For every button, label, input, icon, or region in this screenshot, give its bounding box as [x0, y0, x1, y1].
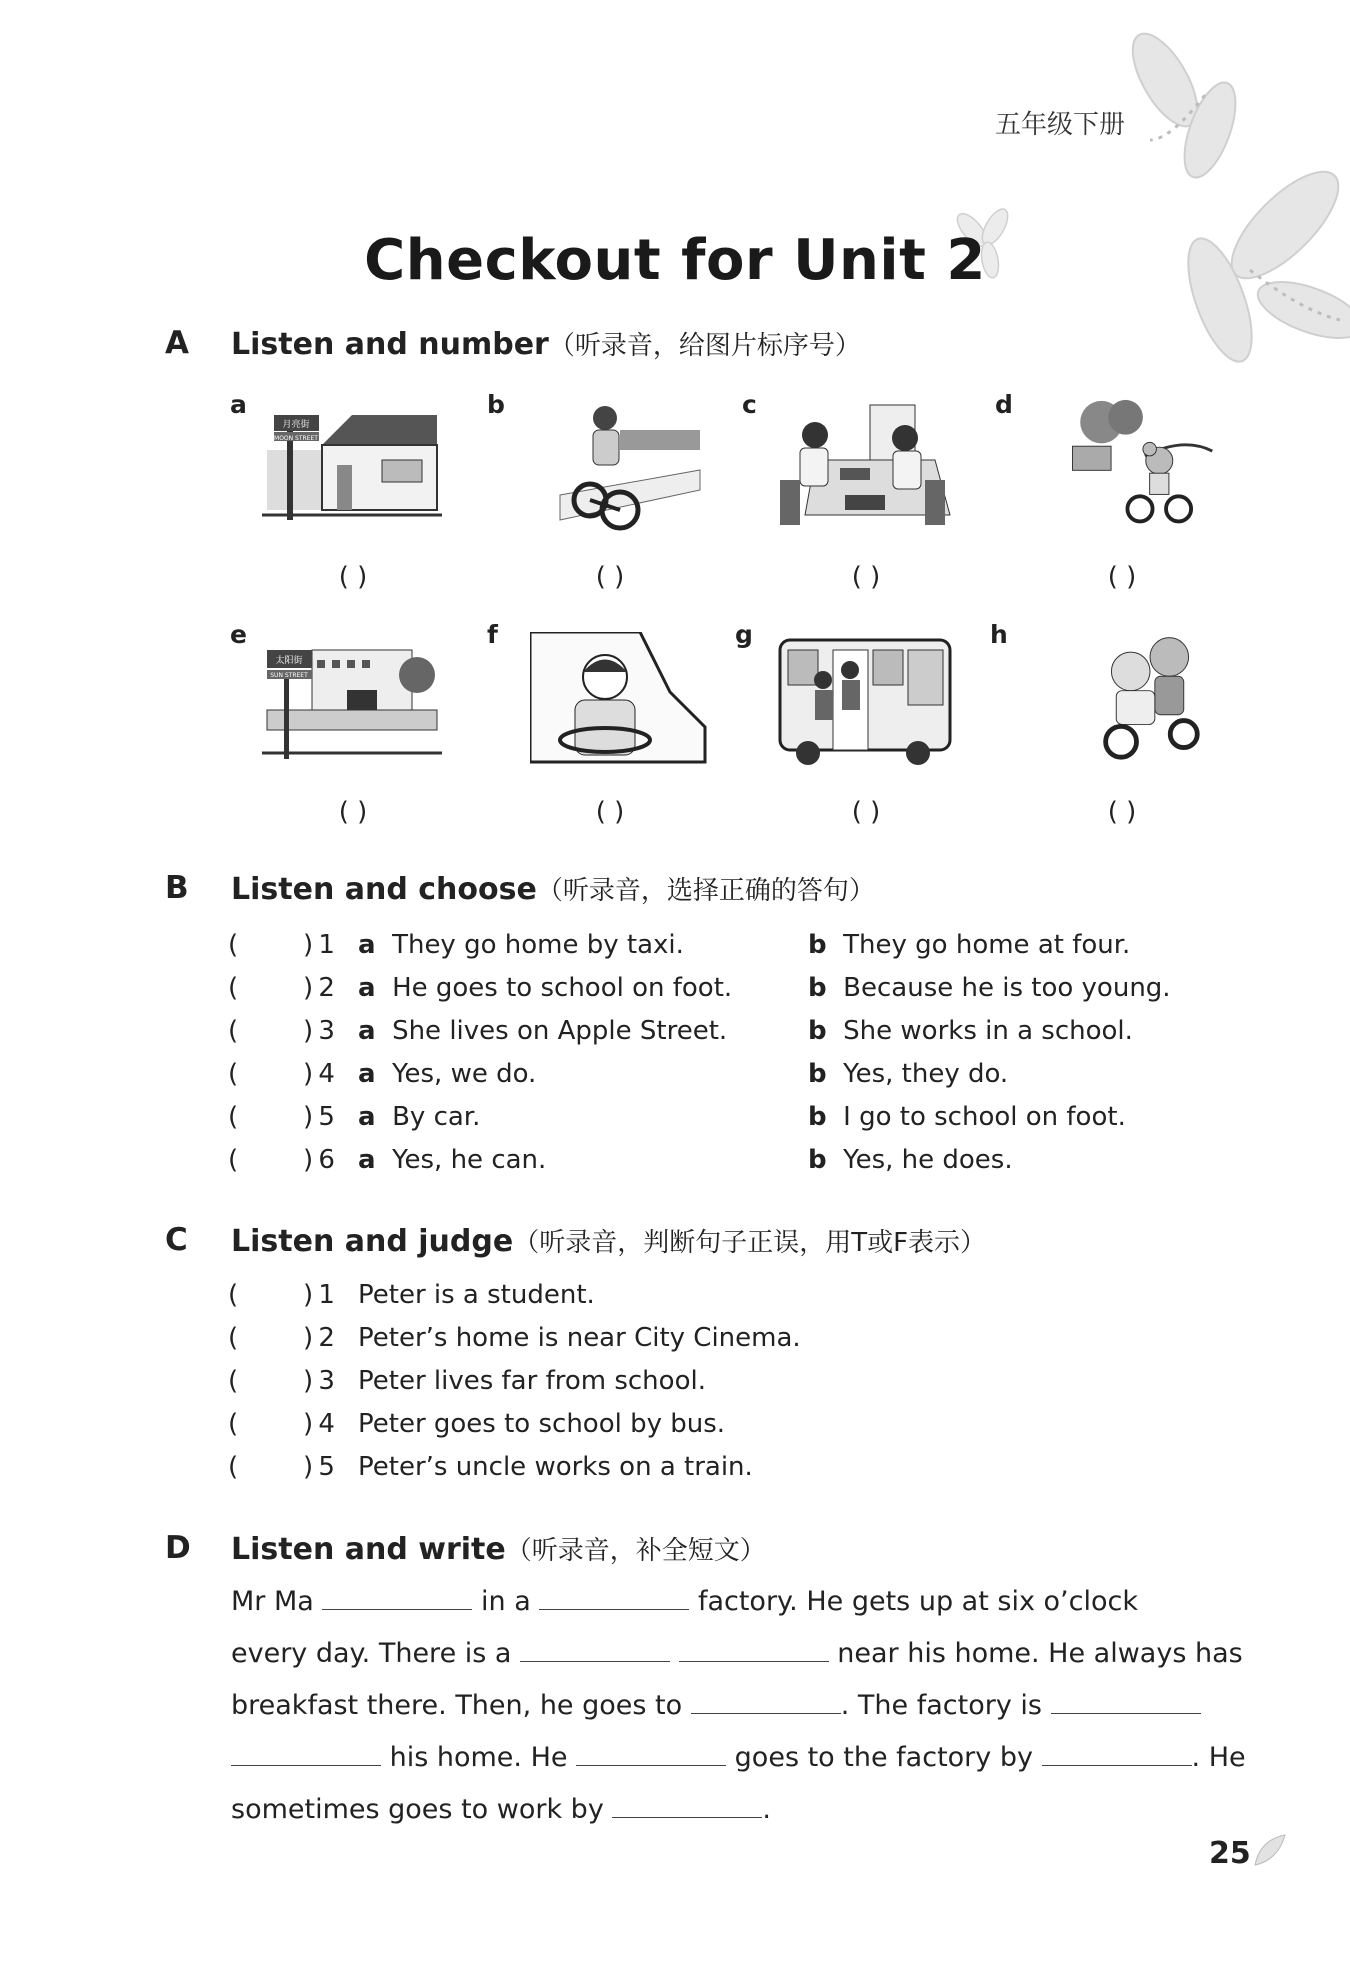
picture-label-g: g [735, 620, 753, 649]
street-sign-a: 月亮街 [282, 420, 310, 430]
option-b[interactable]: b Yes, he does. [808, 1145, 1013, 1175]
picture-cats-scooter [1060, 628, 1240, 763]
bracket-open[interactable]: ( [228, 973, 239, 1003]
picture-label-e: e [230, 620, 247, 649]
blank-field[interactable] [231, 1741, 381, 1766]
item-number: ) 2 [303, 1323, 335, 1353]
blank-field[interactable] [1051, 1689, 1201, 1714]
blank-field[interactable] [691, 1689, 841, 1714]
picture-bus-children [778, 635, 958, 770]
page-title: Checkout for Unit 2 [364, 228, 986, 293]
paragraph-line: breakfast there. Then, he goes to . The factory is [231, 1689, 1201, 1721]
option-a[interactable]: a By car. [358, 1102, 481, 1132]
bracket-open[interactable]: ( [228, 930, 239, 960]
bracket-open[interactable]: ( [228, 1280, 239, 1310]
statement-text: Peter lives far from school. [358, 1366, 706, 1396]
bracket-open[interactable]: ( [228, 1059, 239, 1089]
section-d-letter: D [165, 1530, 191, 1566]
grade-label: 五年级下册 [995, 110, 1126, 140]
picture-mouse-bike [1050, 398, 1230, 533]
answer-paren-g[interactable]: ( ) [851, 797, 881, 827]
bracket-open[interactable]: ( [228, 1366, 239, 1396]
item-number: ) 6 [303, 1145, 335, 1175]
section-b-note: （听录音，选择正确的答句） [536, 876, 875, 906]
item-number: ) 3 [303, 1016, 335, 1046]
section-b-title: Listen and choose（听录音，选择正确的答句） [231, 872, 875, 907]
paragraph-line: sometimes goes to work by . [231, 1794, 771, 1825]
option-a[interactable]: a She lives on Apple Street. [358, 1016, 728, 1046]
option-b[interactable]: b Yes, they do. [808, 1059, 1009, 1089]
section-c-letter: C [165, 1222, 188, 1258]
bracket-open[interactable]: ( [228, 1145, 239, 1175]
answer-paren-a[interactable]: ( ) [338, 562, 368, 592]
picture-house-street [262, 400, 442, 535]
section-d-title: Listen and write（听录音，补全短文） [231, 1532, 766, 1567]
item-number: ) 1 [303, 1280, 335, 1310]
section-a-letter: A [165, 325, 189, 361]
paragraph-line: every day. There is a near his home. He always has [231, 1638, 1243, 1669]
option-b[interactable]: b She works in a school. [808, 1016, 1133, 1046]
picture-girls-reading [775, 400, 955, 535]
dragonfly-decoration-icon [1110, 20, 1350, 380]
item-number: ) 5 [303, 1452, 335, 1482]
picture-label-b: b [487, 390, 505, 419]
blank-field[interactable] [520, 1637, 670, 1662]
section-d-note: （听录音，补全短文） [505, 1536, 766, 1566]
option-a[interactable]: a Yes, he can. [358, 1145, 547, 1175]
option-a[interactable]: a Yes, we do. [358, 1059, 537, 1089]
picture-building-street [262, 635, 442, 770]
answer-paren-f[interactable]: ( ) [595, 797, 625, 827]
blank-field[interactable] [322, 1585, 472, 1610]
option-b[interactable]: b I go to school on foot. [808, 1102, 1126, 1132]
statement-text: Peter is a student. [358, 1280, 595, 1310]
item-number: ) 3 [303, 1366, 335, 1396]
section-c-note: （听录音，判断句子正误，用T或F表示） [513, 1228, 987, 1258]
item-number: ) 4 [303, 1409, 335, 1439]
answer-paren-h[interactable]: ( ) [1107, 797, 1137, 827]
picture-man-driving [530, 632, 710, 767]
answer-paren-d[interactable]: ( ) [1107, 562, 1137, 592]
bracket-open[interactable]: ( [228, 1409, 239, 1439]
section-a-note: （听录音，给图片标序号） [548, 331, 861, 361]
statement-text: Peter’s uncle works on a train. [358, 1452, 753, 1482]
answer-paren-e[interactable]: ( ) [338, 797, 368, 827]
paragraph-line: Mr Ma in a factory. He gets up at six o’clock [231, 1586, 1138, 1617]
item-number: ) 2 [303, 973, 335, 1003]
paragraph-line: his home. He goes to the factory by . He [231, 1741, 1246, 1773]
blank-field[interactable] [576, 1741, 726, 1766]
blank-field[interactable] [612, 1793, 762, 1818]
picture-label-f: f [487, 620, 498, 649]
street-sign-e: 太阳街 [275, 656, 303, 666]
answer-paren-c[interactable]: ( ) [851, 562, 881, 592]
item-number: ) 4 [303, 1059, 335, 1089]
picture-bicycle-girl [540, 400, 720, 535]
picture-label-a: a [230, 390, 247, 419]
statement-text: Peter goes to school by bus. [358, 1409, 726, 1439]
option-b[interactable]: b Because he is too young. [808, 973, 1171, 1003]
blank-field[interactable] [679, 1637, 829, 1662]
item-number: ) 5 [303, 1102, 335, 1132]
option-b[interactable]: b They go home at four. [808, 930, 1131, 960]
option-a[interactable]: a They go home by taxi. [358, 930, 684, 960]
street-sign-a-en: MOON STREET [274, 435, 318, 442]
blank-field[interactable] [539, 1585, 689, 1610]
bracket-open[interactable]: ( [228, 1452, 239, 1482]
picture-label-c: c [742, 390, 757, 419]
section-a-title: Listen and number（听录音，给图片标序号） [231, 327, 861, 362]
option-a[interactable]: a He goes to school on foot. [358, 973, 733, 1003]
bracket-open[interactable]: ( [228, 1102, 239, 1132]
picture-label-d: d [995, 390, 1013, 419]
blank-field[interactable] [1042, 1741, 1192, 1766]
leaf-icon [1250, 1830, 1290, 1870]
item-number: ) 1 [303, 930, 335, 960]
section-c-title: Listen and judge（听录音，判断句子正误，用T或F表示） [231, 1224, 987, 1259]
street-sign-e-en: SUN STREET [270, 672, 308, 679]
picture-label-h: h [990, 620, 1008, 649]
bracket-open[interactable]: ( [228, 1016, 239, 1046]
page-number: 25 [1209, 1836, 1251, 1871]
section-b-letter: B [165, 870, 189, 906]
bracket-open[interactable]: ( [228, 1323, 239, 1353]
statement-text: Peter’s home is near City Cinema. [358, 1323, 801, 1353]
answer-paren-b[interactable]: ( ) [595, 562, 625, 592]
